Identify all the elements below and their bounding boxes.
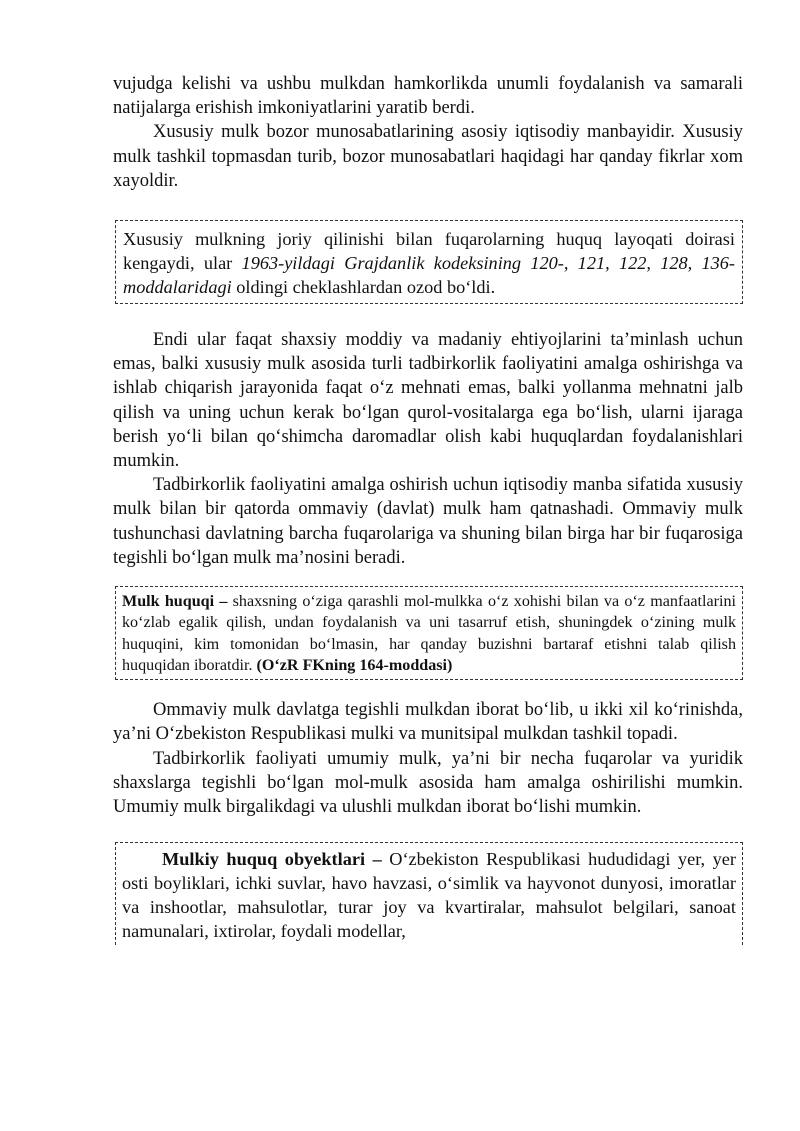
paragraph-private-property: Xususiy mulk bozor munosabatlarining asosiy iqtisodiy manbayidir. Xususiy mulk tashkil topmasdan turib, bozor munosabatlari haqidagi har qanday fikrlar xom xayoldir. [113, 122, 743, 191]
note-text-start: Xususiy mulkning joriy qilinishi bilan fuqarolarning huquq layoqati doirasi kengaydi, ular [123, 229, 735, 274]
note-text-italic: 1963-yildagi Grajdanlik kodeksining 120-, 121, 122, 128, 136-moddalaridagi [123, 253, 735, 298]
definition-objects-term: Mulkiy huquq obyektlari – [162, 849, 382, 870]
note-box-civil-code [115, 220, 743, 304]
definition-reference: (O‘zR FKning 164-moddasi) [256, 656, 453, 674]
paragraph-continuation: vujudga kelishi va ushbu mulkdan hamkorlikda unumli foydalanish va samarali natijalarga erishish imkoniyatlarini yaratib berdi. [113, 74, 743, 119]
note-box-civil-code-text [123, 227, 735, 299]
paragraph-state-property: Ommaviy mulk davlatga tegishli mulkdan iborat bo‘lib, u ikki xil ko‘rinishda, ya’ni O‘zbekiston Respublikasi mulki va munitsipal mulkdan tashkil topadi. [113, 700, 743, 745]
definition-box-property-right [115, 586, 743, 680]
paragraph-rights: Endi ular faqat shaxsiy moddiy va madaniy ehtiyojlarini ta’minlash uchun emas, balki xususiy mulk asosida turli tadbirkorlik faoliyatini amalga oshirishga va ishlab chiqarish jarayonida faqat o‘z mehnati emas, balki yollanma mehnatni jalb qilish va uning uchun kerak bo‘lgan qurol-vositalarga ega bo‘lish, ularni ijaraga berish yo‘li bilan qo‘shimcha daromadlar olish kabi huquqlardan foydalanishlari mumkin. [113, 330, 743, 472]
definition-property-right-text [122, 591, 736, 676]
definition-property-objects-text [122, 847, 736, 943]
paragraph-public-property: Tadbirkorlik faoliyatini amalga oshirish uchun iqtisodiy manba sifatida xususiy mulk bilan bir qatorda ommaviy (davlat) mulk ham qatnashadi. Ommaviy mulk tushunchasi davlatning barcha fuqarolariga va shuning bilan birga har bir fuqarosiga tegishli bo‘lgan mulk ma’nosini beradi. [113, 475, 743, 568]
definition-term: Mulk huquqi – [122, 593, 228, 611]
note-text-end: oldingi cheklashlardan ozod bo‘ldi. [231, 277, 496, 298]
paragraph-common-property: Tadbirkorlik faoliyati umumiy mulk, ya’ni bir necha fuqarolar va yuridik shaxslarga tegishli bo‘lgan mol-mulk asosida ham amalga oshirilishi mumkin. Umumiy mulk birgalikdagi va ulushli mulkdan iborat bo‘lishi mumkin. [113, 748, 743, 818]
definition-box-property-objects [115, 842, 743, 945]
definition-body: shaxsning o‘ziga qarashli mol-mulkka o‘z xohishi bilan va o‘z manfaatlarini ko‘zlab egalik qilish, undan foydalanish va uni tasarruf etish, shuningdek o‘zining mulk huquqini, kim tomonidan bo‘lmasin, har qanday buzishni bartaraf etishni talab qilish huquqidan iboratdir. [122, 593, 736, 674]
document-page [113, 72, 743, 945]
definition-objects-body: O‘zbekiston Respublikasi hududidagi yer, yer osti boyliklari, ichki suvlar, havo havzasi, o‘simlik va hayvonot dunyosi, imoratlar va inshootlar, mahsulotlar, turar joy va kvartiralar, mahsulot belgilari, sanoat namunalari, ixtirolar, foydali modellar, [122, 849, 736, 942]
